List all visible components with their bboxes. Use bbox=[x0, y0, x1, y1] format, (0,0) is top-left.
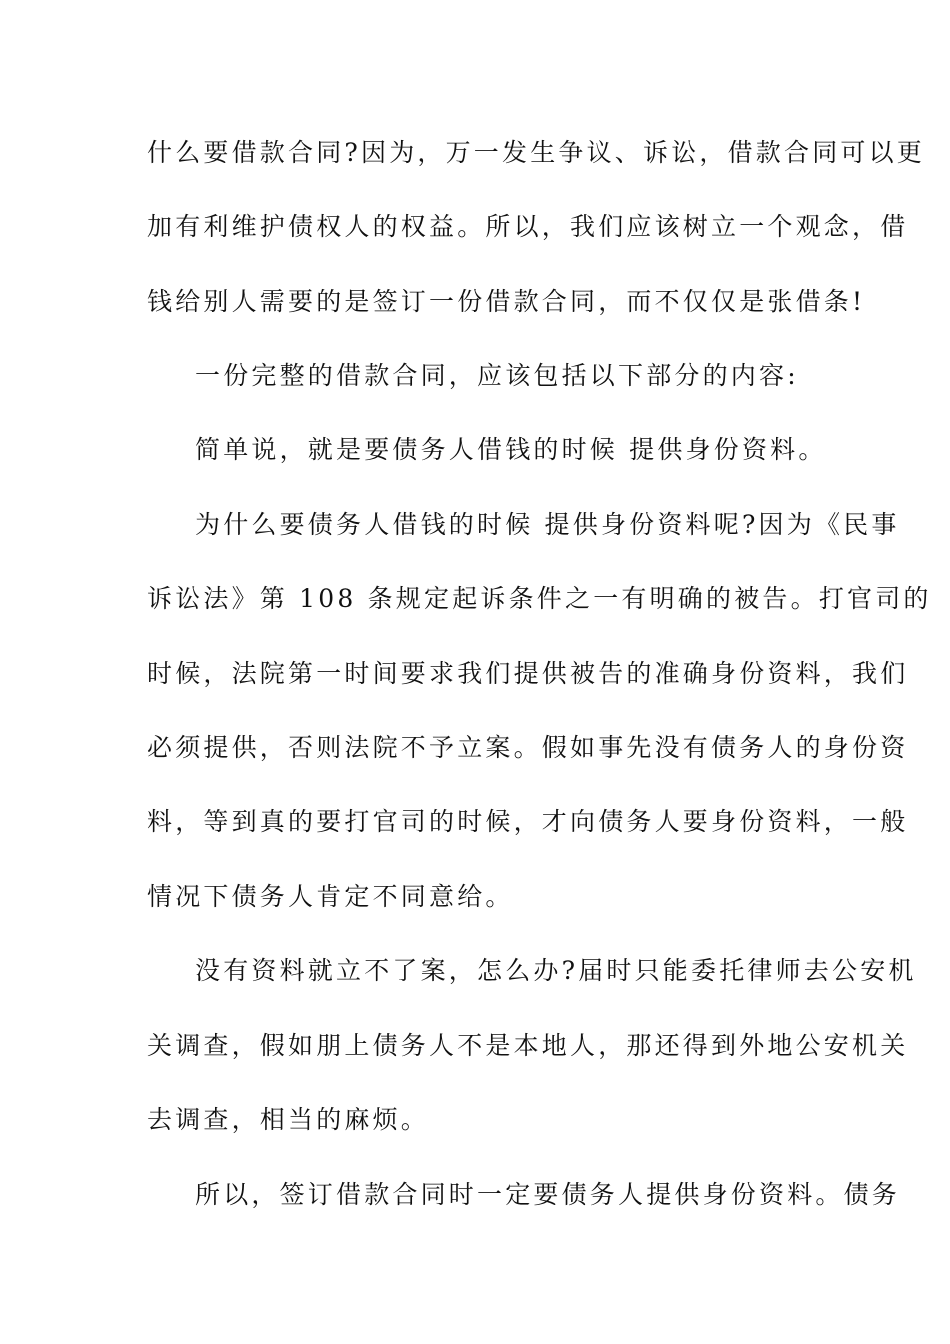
text-line-13: 关调查，假如朋上债务人不是本地人，那还得到外地公安机关 bbox=[147, 1031, 909, 1060]
text-line-7: 诉讼法》第 108 条规定起诉条件之一有明确的被告。打官司的 bbox=[147, 584, 932, 613]
text-line-14: 去调查，相当的麻烦。 bbox=[147, 1105, 430, 1134]
text-line-15: 所以，签订借款合同时一定要债务人提供身份资料。债务 bbox=[195, 1180, 901, 1209]
text-line-9: 必须提供，否则法院不予立案。假如事先没有债务人的身份资 bbox=[147, 733, 909, 762]
text-line-5: 简单说，就是要债务人借钱的时候 提供身份资料。 bbox=[195, 435, 827, 464]
text-line-3: 钱给别人需要的是签订一份借款合同，而不仅仅是张借条! bbox=[147, 287, 866, 316]
text-line-2: 加有利维护债权人的权益。所以，我们应该树立一个观念，借 bbox=[147, 212, 909, 241]
text-line-1: 什么要借款合同?因为，万一发生争议、诉讼，借款合同可以更 bbox=[147, 138, 926, 167]
text-line-4: 一份完整的借款合同，应该包括以下部分的内容: bbox=[195, 361, 799, 390]
text-line-12: 没有资料就立不了案，怎么办?届时只能委托律师去公安机 bbox=[195, 956, 917, 985]
text-line-11: 情况下债务人肯定不同意给。 bbox=[147, 882, 514, 911]
text-line-6: 为什么要债务人借钱的时候 提供身份资料呢?因为《民事 bbox=[195, 510, 900, 539]
text-line-8: 时候，法院第一时间要求我们提供被告的准确身份资料，我们 bbox=[147, 659, 909, 688]
text-line-10: 料，等到真的要打官司的时候，才向债务人要身份资料，一般 bbox=[147, 807, 909, 836]
